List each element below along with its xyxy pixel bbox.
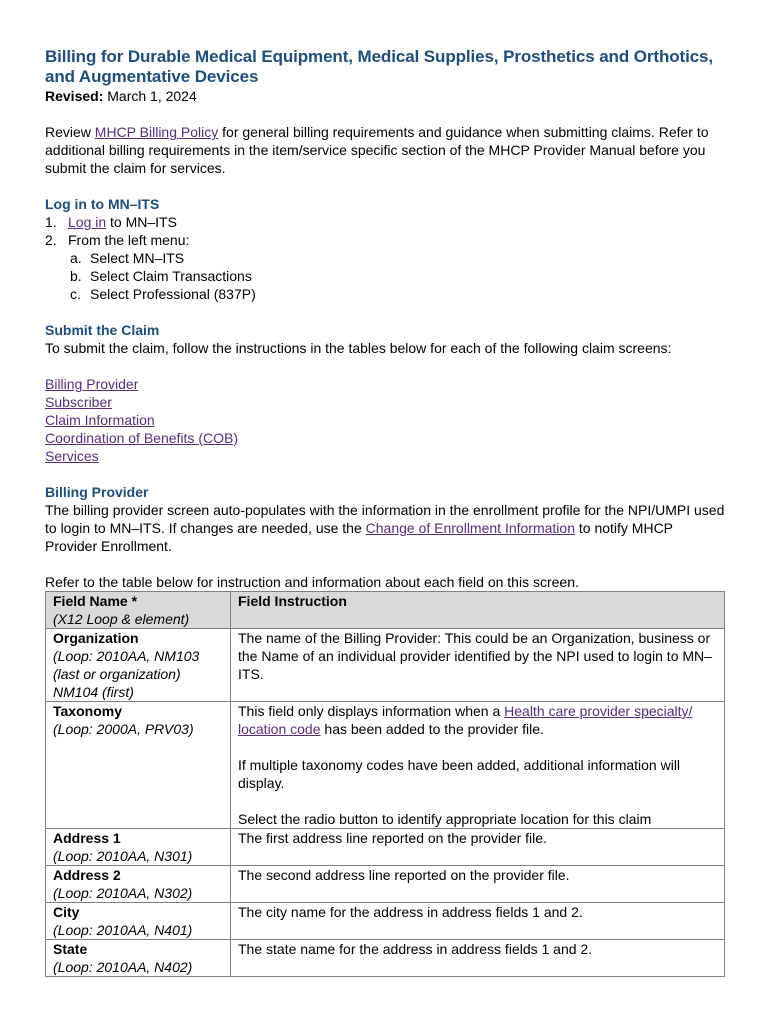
header-loop: (X12 Loop & element) <box>53 611 190 627</box>
instruction-text: This field only displays information when a <box>238 703 505 719</box>
claim-information-link[interactable]: Claim Information <box>45 412 155 428</box>
list-item <box>45 249 725 267</box>
field-name-cell <box>46 940 231 977</box>
substep-letter: a. <box>70 250 82 266</box>
table-row <box>46 829 725 866</box>
step-text: From the left menu: <box>68 232 190 248</box>
field-name: Address 1 <box>53 830 121 846</box>
log-in-link[interactable]: Log in <box>68 214 107 230</box>
field-name: State <box>53 941 88 957</box>
billing-provider-heading: Billing Provider <box>45 484 149 500</box>
intro-text-rest: for general billing requirements and guidance when submitting claims. Refer to additional billing requirements in the item/service specific section of the MHCP Provider Manual before you submit the claim for services. <box>45 124 709 176</box>
field-instruction-header: Field Instruction <box>231 592 725 629</box>
change-enrollment-link[interactable]: Change of Enrollment Information <box>365 520 575 536</box>
cob-link[interactable]: Coordination of Benefits (COB) <box>45 430 238 446</box>
login-heading: Log in to MN–ITS <box>45 196 160 212</box>
services-link[interactable]: Services <box>45 448 99 464</box>
field-instruction <box>231 702 725 829</box>
table-intro: Refer to the table below for instruction and information about each field on this screen. <box>45 574 579 590</box>
table-row <box>46 940 725 977</box>
billing-provider-table <box>45 591 725 977</box>
field-name: City <box>53 904 80 920</box>
revised-line <box>45 87 725 105</box>
billing-provider-text <box>45 501 725 555</box>
page-title: Billing for Durable Medical Equipment, Medical Supplies, Prosthetics and Orthotics, and Augmentative Devices <box>45 47 714 86</box>
substep-text: Select Professional (837P) <box>90 286 256 302</box>
field-loop: (Loop: 2010AA, N401) <box>53 922 193 938</box>
list-item <box>45 285 725 303</box>
table-header-row <box>46 592 725 629</box>
subscriber-link[interactable]: Subscriber <box>45 394 112 410</box>
list-item <box>45 267 725 285</box>
field-instruction: The city name for the address in address fields 1 and 2. <box>231 903 725 940</box>
submit-text: To submit the claim, follow the instructions in the tables below for each of the following claim screens: <box>45 340 672 356</box>
field-name: Organization <box>53 630 139 646</box>
intro-text: Review <box>45 124 95 140</box>
substep-letter: c. <box>70 286 81 302</box>
table-row <box>46 629 725 702</box>
list-item <box>45 213 725 231</box>
field-loop: (Loop: 2000A, PRV03) <box>53 721 194 737</box>
login-steps <box>45 213 725 249</box>
field-loop: (Loop: 2010AA, N402) <box>53 959 193 975</box>
field-instruction: The second address line reported on the provider file. <box>231 866 725 903</box>
field-name-header <box>46 592 231 629</box>
health-care-provider-link[interactable]: Health care provider specialty/ location code <box>238 703 693 737</box>
field-instruction: The first address line reported on the provider file. <box>231 829 725 866</box>
billing-provider-link[interactable]: Billing Provider <box>45 376 139 392</box>
step-number: 1. <box>45 214 57 230</box>
list-item <box>45 231 725 249</box>
step-text: to MN–ITS <box>106 214 177 230</box>
billing-policy-link[interactable]: MHCP Billing Policy <box>94 124 219 140</box>
field-instruction: The name of the Billing Provider: This could be an Organization, business or the Name of an individual provider identified by the NPI used to login to MN–ITS. <box>231 629 725 702</box>
billing-text-rest: to notify MHCP Provider Enrollment. <box>45 520 673 554</box>
header-field-name: Field Name * <box>53 593 138 609</box>
field-name: Address 2 <box>53 867 121 883</box>
revised-label: Revised: <box>45 88 104 104</box>
submit-heading: Submit the Claim <box>45 322 160 338</box>
field-loop: (Loop: 2010AA, NM103 (last or organization) NM104 (first) <box>53 648 200 700</box>
field-loop: (Loop: 2010AA, N301) <box>53 848 193 864</box>
revised-date: March 1, 2024 <box>107 88 197 104</box>
billing-text: The billing provider screen auto-populates with the information in the enrollment profile for the NPI/UMPI used to login to MN–ITS. If changes are needed, use the <box>45 502 725 536</box>
field-name: Taxonomy <box>53 703 122 719</box>
table-row <box>46 866 725 903</box>
table-row <box>46 903 725 940</box>
table-row <box>46 702 725 829</box>
taxonomy-instruction-p2: If multiple taxonomy codes have been added, additional information will display. <box>238 757 681 791</box>
claim-screen-links <box>45 375 725 465</box>
field-loop: (Loop: 2010AA, N302) <box>53 885 193 901</box>
intro-paragraph <box>45 123 725 177</box>
field-name-cell <box>46 866 231 903</box>
field-name-cell <box>46 702 231 829</box>
field-name-cell <box>46 829 231 866</box>
substep-text: Select MN–ITS <box>90 250 185 266</box>
substep-letter: b. <box>70 268 82 284</box>
field-name-cell <box>46 629 231 702</box>
substep-text: Select Claim Transactions <box>90 268 252 284</box>
instruction-text-rest: has been added to the provider file. <box>320 721 544 737</box>
field-instruction: The state name for the address in address fields 1 and 2. <box>231 940 725 977</box>
taxonomy-instruction-p1 <box>238 702 717 738</box>
taxonomy-instruction-p3: Select the radio button to identify appropriate location for this claim <box>238 811 652 827</box>
field-name-cell <box>46 903 231 940</box>
login-substeps <box>45 249 725 303</box>
step-number: 2. <box>45 232 57 248</box>
